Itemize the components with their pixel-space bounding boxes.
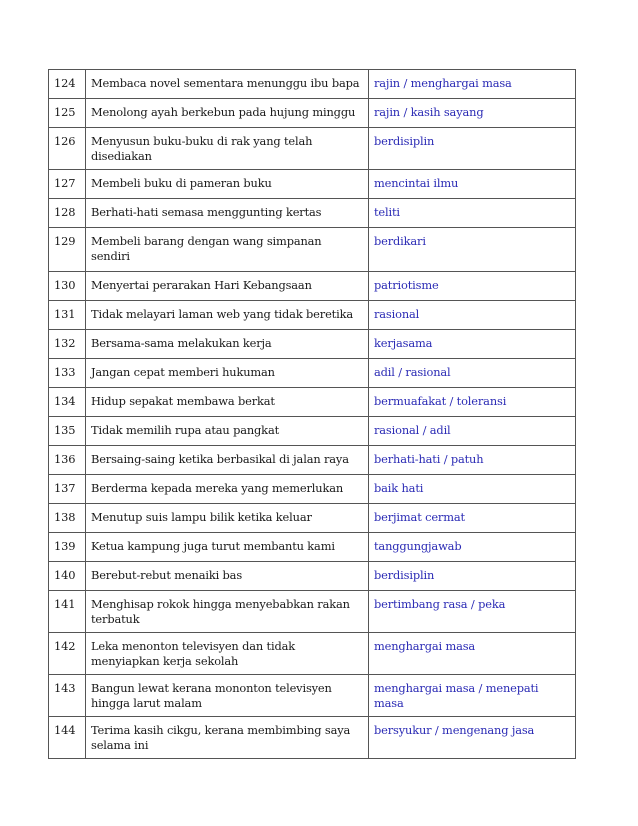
statement-cell: Jangan cepat memberi hukuman: [86, 359, 369, 388]
table-row: [49, 675, 576, 717]
row-number: 135: [49, 417, 86, 446]
table-row: [49, 99, 576, 128]
value-cell: berdisiplin: [369, 128, 576, 170]
statement-cell: Berderma kepada mereka yang memerlukan: [86, 475, 369, 504]
table-row: [49, 591, 576, 633]
table-row: [49, 301, 576, 330]
value-cell: patriotisme: [369, 272, 576, 301]
statement-cell: Hidup sepakat membawa berkat: [86, 388, 369, 417]
table-row: [49, 504, 576, 533]
statement-cell: Leka menonton televisyen dan tidak menyiapkan kerja sekolah: [86, 633, 369, 675]
values-table: [48, 69, 576, 759]
row-number: 124: [49, 70, 86, 99]
value-cell: bermuafakat / toleransi: [369, 388, 576, 417]
statement-cell: Menolong ayah berkebun pada hujung minggu: [86, 99, 369, 128]
row-number: 127: [49, 170, 86, 199]
value-cell: rajin / kasih sayang: [369, 99, 576, 128]
value-cell: berjimat cermat: [369, 504, 576, 533]
value-cell: rasional / adil: [369, 417, 576, 446]
row-number: 130: [49, 272, 86, 301]
statement-cell: Membeli barang dengan wang simpanan sendiri: [86, 228, 369, 272]
value-cell: tanggungjawab: [369, 533, 576, 562]
table-row: [49, 330, 576, 359]
statement-cell: Berebut-rebut menaiki bas: [86, 562, 369, 591]
row-number: 140: [49, 562, 86, 591]
row-number: 143: [49, 675, 86, 717]
values-table-body: [49, 70, 576, 759]
row-number: 129: [49, 228, 86, 272]
row-number: 141: [49, 591, 86, 633]
row-number: 144: [49, 717, 86, 759]
statement-cell: Menutup suis lampu bilik ketika keluar: [86, 504, 369, 533]
row-number: 142: [49, 633, 86, 675]
row-number: 128: [49, 199, 86, 228]
statement-cell: Tidak melayari laman web yang tidak beretika: [86, 301, 369, 330]
value-cell: bersyukur / mengenang jasa: [369, 717, 576, 759]
table-row: [49, 359, 576, 388]
table-row: [49, 272, 576, 301]
value-cell: menghargai masa: [369, 633, 576, 675]
value-cell: mencintai ilmu: [369, 170, 576, 199]
statement-cell: Terima kasih cikgu, kerana membimbing saya selama ini: [86, 717, 369, 759]
value-cell: menghargai masa / menepati masa: [369, 675, 576, 717]
statement-cell: Menyusun buku-buku di rak yang telah disediakan: [86, 128, 369, 170]
row-number: 138: [49, 504, 86, 533]
value-cell: rajin / menghargai masa: [369, 70, 576, 99]
row-number: 126: [49, 128, 86, 170]
table-row: [49, 533, 576, 562]
statement-cell: Menghisap rokok hingga menyebabkan rakan terbatuk: [86, 591, 369, 633]
row-number: 125: [49, 99, 86, 128]
statement-cell: Membeli buku di pameran buku: [86, 170, 369, 199]
value-cell: berdisiplin: [369, 562, 576, 591]
row-number: 137: [49, 475, 86, 504]
statement-cell: Membaca novel sementara menunggu ibu bapa: [86, 70, 369, 99]
statement-cell: Bangun lewat kerana mononton televisyen hingga larut malam: [86, 675, 369, 717]
table-row: [49, 128, 576, 170]
row-number: 139: [49, 533, 86, 562]
table-row: [49, 228, 576, 272]
statement-cell: Ketua kampung juga turut membantu kami: [86, 533, 369, 562]
row-number: 136: [49, 446, 86, 475]
table-row: [49, 388, 576, 417]
table-row: [49, 170, 576, 199]
statement-cell: Tidak memilih rupa atau pangkat: [86, 417, 369, 446]
table-row: [49, 70, 576, 99]
statement-cell: Bersama-sama melakukan kerja: [86, 330, 369, 359]
value-cell: rasional: [369, 301, 576, 330]
table-row: [49, 633, 576, 675]
value-cell: kerjasama: [369, 330, 576, 359]
statement-cell: Menyertai perarakan Hari Kebangsaan: [86, 272, 369, 301]
value-cell: bertimbang rasa / peka: [369, 591, 576, 633]
row-number: 132: [49, 330, 86, 359]
table-row: [49, 199, 576, 228]
value-cell: teliti: [369, 199, 576, 228]
value-cell: adil / rasional: [369, 359, 576, 388]
row-number: 131: [49, 301, 86, 330]
value-cell: berhati-hati / patuh: [369, 446, 576, 475]
statement-cell: Berhati-hati semasa menggunting kertas: [86, 199, 369, 228]
value-cell: baik hati: [369, 475, 576, 504]
table-row: [49, 446, 576, 475]
table-row: [49, 417, 576, 446]
table-row: [49, 717, 576, 759]
row-number: 134: [49, 388, 86, 417]
value-cell: berdikari: [369, 228, 576, 272]
table-row: [49, 562, 576, 591]
row-number: 133: [49, 359, 86, 388]
table-row: [49, 475, 576, 504]
statement-cell: Bersaing-saing ketika berbasikal di jalan raya: [86, 446, 369, 475]
